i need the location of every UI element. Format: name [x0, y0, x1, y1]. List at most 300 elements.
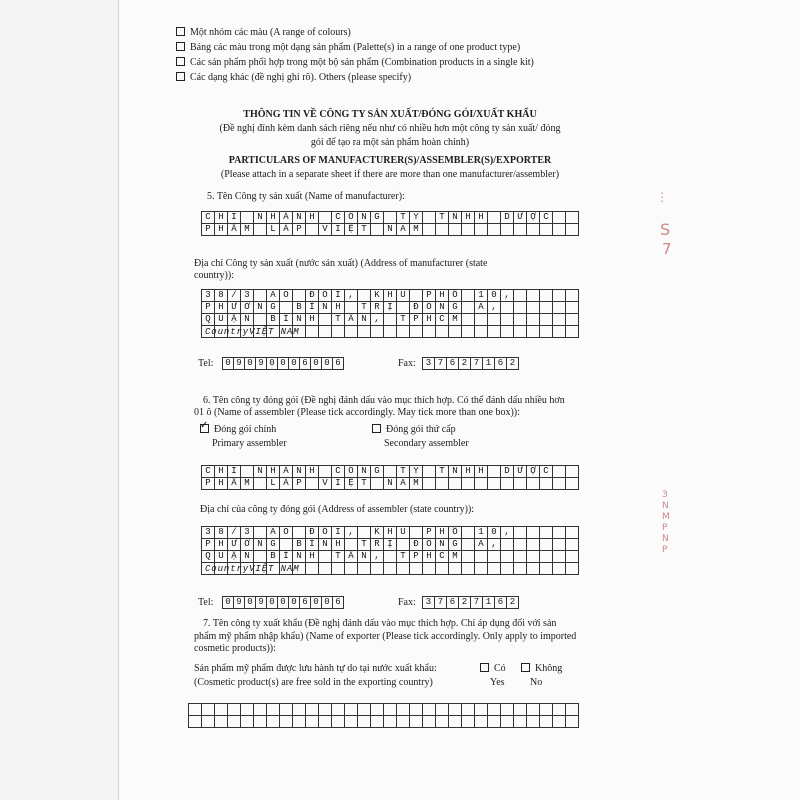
char-box[interactable]: [436, 704, 449, 716]
char-box[interactable]: T: [358, 224, 371, 236]
char-box[interactable]: [501, 563, 514, 575]
char-box[interactable]: A: [475, 302, 488, 314]
char-box[interactable]: [293, 716, 306, 728]
char-box[interactable]: N: [254, 539, 267, 551]
char-box[interactable]: [241, 716, 254, 728]
char-box[interactable]: [397, 704, 410, 716]
option-palettes[interactable]: Bảng các màu trong một dạng sản phẩm (Palette(s) in a range of one product type): [176, 42, 520, 53]
char-box[interactable]: /: [228, 527, 241, 539]
char-box[interactable]: M: [410, 478, 423, 490]
char-box[interactable]: [215, 716, 228, 728]
char-box[interactable]: C: [540, 466, 553, 478]
char-box[interactable]: C: [202, 212, 215, 224]
char-box[interactable]: [566, 466, 579, 478]
char-box[interactable]: V: [319, 478, 332, 490]
char-box[interactable]: [384, 716, 397, 728]
char-box[interactable]: [254, 563, 267, 575]
char-box[interactable]: [384, 704, 397, 716]
char-box[interactable]: Ì: [306, 539, 319, 551]
char-box[interactable]: 0: [488, 290, 501, 302]
char-box[interactable]: Á: [280, 224, 293, 236]
assembler-tel-grid[interactable]: [222, 596, 344, 609]
char-box[interactable]: [345, 302, 358, 314]
char-box[interactable]: [475, 314, 488, 326]
char-box[interactable]: [410, 704, 423, 716]
char-box[interactable]: [267, 716, 280, 728]
char-box[interactable]: [332, 716, 345, 728]
char-box[interactable]: N: [436, 539, 449, 551]
char-box[interactable]: N: [293, 212, 306, 224]
char-box[interactable]: V: [319, 224, 332, 236]
char-box[interactable]: P: [202, 539, 215, 551]
char-box[interactable]: [462, 314, 475, 326]
char-box[interactable]: [202, 563, 215, 575]
option-no[interactable]: Không: [521, 663, 562, 674]
char-box[interactable]: [527, 563, 540, 575]
char-box[interactable]: [449, 478, 462, 490]
char-box[interactable]: [540, 302, 553, 314]
char-box[interactable]: [475, 704, 488, 716]
option-range-colours[interactable]: Một nhóm các màu (A range of colours): [176, 27, 351, 38]
char-box[interactable]: 0: [267, 597, 278, 609]
char-box[interactable]: [501, 716, 514, 728]
char-box[interactable]: [228, 326, 241, 338]
char-box[interactable]: [501, 224, 514, 236]
char-box[interactable]: Q: [202, 551, 215, 563]
char-box[interactable]: [540, 704, 553, 716]
char-box[interactable]: [514, 704, 527, 716]
char-box[interactable]: 0: [322, 597, 333, 609]
char-box[interactable]: [462, 704, 475, 716]
char-box[interactable]: [540, 478, 553, 490]
char-box[interactable]: [228, 704, 241, 716]
char-box[interactable]: [397, 539, 410, 551]
char-box[interactable]: [202, 704, 215, 716]
char-box[interactable]: [475, 326, 488, 338]
char-box[interactable]: N: [319, 539, 332, 551]
char-box[interactable]: U: [215, 551, 228, 563]
char-box[interactable]: ,: [488, 539, 501, 551]
char-box[interactable]: [371, 563, 384, 575]
char-box[interactable]: [514, 527, 527, 539]
char-box[interactable]: [280, 326, 293, 338]
char-box[interactable]: G: [267, 302, 280, 314]
char-box[interactable]: [241, 563, 254, 575]
char-box[interactable]: [540, 551, 553, 563]
char-box[interactable]: H: [306, 466, 319, 478]
char-box[interactable]: 6: [495, 358, 507, 370]
char-box[interactable]: H: [267, 212, 280, 224]
char-box[interactable]: 6: [333, 597, 344, 609]
char-box[interactable]: P: [423, 527, 436, 539]
char-box[interactable]: Ô: [345, 212, 358, 224]
char-box[interactable]: 3: [202, 290, 215, 302]
char-box[interactable]: T: [397, 551, 410, 563]
char-box[interactable]: Đ: [306, 290, 319, 302]
char-box[interactable]: [488, 224, 501, 236]
char-box[interactable]: [280, 563, 293, 575]
char-box[interactable]: A: [475, 539, 488, 551]
primary-assembler-option[interactable]: ✓Đóng gói chính: [200, 424, 276, 435]
char-box[interactable]: Ố: [449, 290, 462, 302]
char-box[interactable]: G: [449, 302, 462, 314]
char-box[interactable]: [293, 563, 306, 575]
char-box[interactable]: I: [228, 212, 241, 224]
char-box[interactable]: M: [410, 224, 423, 236]
char-box[interactable]: N: [358, 212, 371, 224]
char-box[interactable]: [228, 563, 241, 575]
char-box[interactable]: [371, 704, 384, 716]
char-box[interactable]: [189, 716, 202, 728]
char-box[interactable]: [241, 466, 254, 478]
char-box[interactable]: [514, 314, 527, 326]
char-box[interactable]: Á: [280, 466, 293, 478]
char-box[interactable]: [202, 716, 215, 728]
char-box[interactable]: Ô: [319, 527, 332, 539]
char-box[interactable]: [254, 527, 267, 539]
char-box[interactable]: [514, 563, 527, 575]
char-box[interactable]: [540, 527, 553, 539]
checkbox-icon[interactable]: [176, 72, 185, 81]
char-box[interactable]: [553, 478, 566, 490]
char-box[interactable]: I: [332, 527, 345, 539]
char-box[interactable]: N: [254, 212, 267, 224]
char-box[interactable]: T: [332, 551, 345, 563]
char-box[interactable]: 0: [223, 597, 234, 609]
char-box[interactable]: [371, 478, 384, 490]
char-box[interactable]: 3: [202, 527, 215, 539]
char-box[interactable]: [306, 224, 319, 236]
char-box[interactable]: M: [449, 314, 462, 326]
char-box[interactable]: [319, 704, 332, 716]
char-box[interactable]: 6: [447, 597, 459, 609]
char-box[interactable]: [540, 326, 553, 338]
char-box[interactable]: 9: [256, 597, 267, 609]
char-box[interactable]: [280, 704, 293, 716]
char-box[interactable]: Ư: [228, 302, 241, 314]
char-box[interactable]: [553, 290, 566, 302]
char-box[interactable]: [436, 563, 449, 575]
char-box[interactable]: Ị: [384, 539, 397, 551]
char-box[interactable]: I: [332, 290, 345, 302]
char-box[interactable]: [254, 551, 267, 563]
char-box[interactable]: Ư: [228, 539, 241, 551]
char-box[interactable]: [332, 704, 345, 716]
exporter-name-grid[interactable]: [188, 703, 579, 728]
char-box[interactable]: [527, 716, 540, 728]
char-box[interactable]: N: [254, 302, 267, 314]
char-box[interactable]: [514, 551, 527, 563]
char-box[interactable]: H: [436, 527, 449, 539]
char-box[interactable]: [371, 326, 384, 338]
char-box[interactable]: [423, 716, 436, 728]
char-box[interactable]: 6: [300, 597, 311, 609]
char-box[interactable]: Ậ: [228, 314, 241, 326]
char-box[interactable]: [553, 704, 566, 716]
char-box[interactable]: B: [267, 314, 280, 326]
char-box[interactable]: [540, 290, 553, 302]
char-box[interactable]: [436, 224, 449, 236]
char-box[interactable]: [488, 478, 501, 490]
char-box[interactable]: K: [371, 290, 384, 302]
char-box[interactable]: 1: [483, 597, 495, 609]
char-box[interactable]: [488, 314, 501, 326]
char-box[interactable]: Ì: [280, 314, 293, 326]
char-box[interactable]: D: [501, 212, 514, 224]
char-box[interactable]: [527, 326, 540, 338]
char-box[interactable]: [397, 716, 410, 728]
char-box[interactable]: [319, 326, 332, 338]
char-box[interactable]: [462, 290, 475, 302]
char-box[interactable]: [501, 302, 514, 314]
char-box[interactable]: A: [267, 290, 280, 302]
char-box[interactable]: [527, 478, 540, 490]
char-box[interactable]: [384, 551, 397, 563]
char-box[interactable]: O: [280, 290, 293, 302]
char-box[interactable]: Ô: [423, 302, 436, 314]
char-box[interactable]: [566, 716, 579, 728]
char-box[interactable]: N: [241, 314, 254, 326]
char-box[interactable]: [358, 290, 371, 302]
char-box[interactable]: P: [423, 290, 436, 302]
char-box[interactable]: [410, 326, 423, 338]
char-box[interactable]: [410, 290, 423, 302]
char-box[interactable]: [553, 551, 566, 563]
assembler-address-grid[interactable]: [201, 526, 579, 575]
char-box[interactable]: [553, 326, 566, 338]
option-yes[interactable]: Có: [480, 663, 506, 674]
char-box[interactable]: Ợ: [527, 466, 540, 478]
char-box[interactable]: [241, 326, 254, 338]
char-box[interactable]: Ị: [384, 302, 397, 314]
char-box[interactable]: [267, 704, 280, 716]
char-box[interactable]: 7: [435, 597, 447, 609]
char-box[interactable]: Ô: [345, 466, 358, 478]
char-box[interactable]: ,: [501, 290, 514, 302]
char-box[interactable]: [397, 563, 410, 575]
char-box[interactable]: Ì: [306, 302, 319, 314]
char-box[interactable]: [514, 224, 527, 236]
char-box[interactable]: [423, 704, 436, 716]
char-box[interactable]: [527, 224, 540, 236]
char-box[interactable]: [345, 704, 358, 716]
char-box[interactable]: [384, 326, 397, 338]
char-box[interactable]: B: [267, 551, 280, 563]
char-box[interactable]: R: [371, 539, 384, 551]
char-box[interactable]: M: [241, 478, 254, 490]
char-box[interactable]: T: [358, 302, 371, 314]
char-box[interactable]: [358, 326, 371, 338]
char-box[interactable]: [553, 527, 566, 539]
char-box[interactable]: 6: [333, 358, 344, 370]
char-box[interactable]: [410, 716, 423, 728]
char-box[interactable]: H: [423, 314, 436, 326]
char-box[interactable]: [423, 466, 436, 478]
char-box[interactable]: [449, 716, 462, 728]
char-box[interactable]: [254, 290, 267, 302]
char-box[interactable]: [449, 224, 462, 236]
char-box[interactable]: 0: [311, 597, 322, 609]
char-box[interactable]: [241, 212, 254, 224]
char-box[interactable]: [462, 302, 475, 314]
char-box[interactable]: [488, 326, 501, 338]
char-box[interactable]: [566, 563, 579, 575]
char-box[interactable]: [566, 539, 579, 551]
char-box[interactable]: 1: [483, 358, 495, 370]
char-box[interactable]: P: [202, 224, 215, 236]
char-box[interactable]: [436, 478, 449, 490]
char-box[interactable]: T: [397, 212, 410, 224]
char-box[interactable]: G: [371, 212, 384, 224]
assembler-name-grid[interactable]: [201, 465, 579, 490]
checkbox-icon[interactable]: [176, 57, 185, 66]
char-box[interactable]: H: [384, 527, 397, 539]
char-box[interactable]: 9: [234, 597, 245, 609]
char-box[interactable]: [280, 302, 293, 314]
char-box[interactable]: [566, 704, 579, 716]
char-box[interactable]: Ố: [449, 527, 462, 539]
char-box[interactable]: B: [293, 302, 306, 314]
char-box[interactable]: 0: [311, 358, 322, 370]
char-box[interactable]: D: [501, 466, 514, 478]
char-box[interactable]: 0: [223, 358, 234, 370]
char-box[interactable]: [384, 212, 397, 224]
char-box[interactable]: /: [228, 290, 241, 302]
char-box[interactable]: 7: [471, 358, 483, 370]
char-box[interactable]: [254, 314, 267, 326]
char-box[interactable]: [475, 478, 488, 490]
char-box[interactable]: C: [436, 314, 449, 326]
char-box[interactable]: 0: [278, 597, 289, 609]
char-box[interactable]: [566, 302, 579, 314]
char-box[interactable]: H: [306, 212, 319, 224]
char-box[interactable]: [423, 224, 436, 236]
char-box[interactable]: H: [215, 478, 228, 490]
char-box[interactable]: 1: [475, 290, 488, 302]
char-box[interactable]: [358, 704, 371, 716]
char-box[interactable]: [527, 527, 540, 539]
char-box[interactable]: Ư: [514, 466, 527, 478]
char-box[interactable]: [306, 478, 319, 490]
char-box[interactable]: [566, 527, 579, 539]
char-box[interactable]: Â: [345, 551, 358, 563]
char-box[interactable]: Đ: [410, 539, 423, 551]
char-box[interactable]: N: [293, 551, 306, 563]
char-box[interactable]: N: [293, 314, 306, 326]
char-box[interactable]: [345, 326, 358, 338]
char-box[interactable]: [384, 563, 397, 575]
char-box[interactable]: [566, 212, 579, 224]
char-box[interactable]: G: [371, 466, 384, 478]
checkbox-icon[interactable]: [521, 663, 530, 672]
char-box[interactable]: [566, 478, 579, 490]
char-box[interactable]: [215, 704, 228, 716]
char-box[interactable]: [228, 716, 241, 728]
char-box[interactable]: 3: [241, 527, 254, 539]
char-box[interactable]: [540, 716, 553, 728]
char-box[interactable]: [501, 326, 514, 338]
char-box[interactable]: A: [267, 527, 280, 539]
char-box[interactable]: [280, 539, 293, 551]
char-box[interactable]: [488, 551, 501, 563]
option-others[interactable]: Các dạng khác (đề nghị ghi rõ). Others (please specify): [176, 72, 411, 83]
char-box[interactable]: H: [384, 290, 397, 302]
char-box[interactable]: Ợ: [527, 212, 540, 224]
char-box[interactable]: 0: [245, 597, 256, 609]
char-box[interactable]: H: [462, 466, 475, 478]
char-box[interactable]: Ẩ: [228, 478, 241, 490]
char-box[interactable]: N: [436, 302, 449, 314]
char-box[interactable]: [566, 224, 579, 236]
char-box[interactable]: Ệ: [345, 224, 358, 236]
char-box[interactable]: I: [332, 478, 345, 490]
char-box[interactable]: [475, 551, 488, 563]
char-box[interactable]: 2: [507, 597, 519, 609]
char-box[interactable]: [319, 551, 332, 563]
char-box[interactable]: Ệ: [345, 478, 358, 490]
char-box[interactable]: P: [293, 478, 306, 490]
char-box[interactable]: U: [397, 290, 410, 302]
char-box[interactable]: [319, 212, 332, 224]
char-box[interactable]: T: [436, 466, 449, 478]
char-box[interactable]: N: [384, 478, 397, 490]
char-box[interactable]: [566, 551, 579, 563]
char-box[interactable]: [280, 716, 293, 728]
char-box[interactable]: [462, 478, 475, 490]
char-box[interactable]: [345, 563, 358, 575]
char-box[interactable]: [566, 290, 579, 302]
char-box[interactable]: C: [202, 466, 215, 478]
manufacturer-address-grid[interactable]: [201, 289, 579, 338]
char-box[interactable]: [267, 326, 280, 338]
char-box[interactable]: U: [215, 314, 228, 326]
char-box[interactable]: [449, 563, 462, 575]
checkbox-icon[interactable]: [176, 27, 185, 36]
char-box[interactable]: [501, 314, 514, 326]
char-box[interactable]: G: [267, 539, 280, 551]
char-box[interactable]: [462, 527, 475, 539]
char-box[interactable]: [527, 551, 540, 563]
char-box[interactable]: Ờ: [241, 302, 254, 314]
char-box[interactable]: Ư: [514, 212, 527, 224]
char-box[interactable]: [293, 290, 306, 302]
char-box[interactable]: H: [306, 314, 319, 326]
char-box[interactable]: [267, 563, 280, 575]
char-box[interactable]: T: [397, 314, 410, 326]
char-box[interactable]: A: [397, 478, 410, 490]
char-box[interactable]: [332, 326, 345, 338]
char-box[interactable]: H: [215, 302, 228, 314]
char-box[interactable]: [527, 539, 540, 551]
char-box[interactable]: 2: [507, 358, 519, 370]
char-box[interactable]: Ô: [423, 539, 436, 551]
char-box[interactable]: [306, 563, 319, 575]
char-box[interactable]: P: [202, 478, 215, 490]
char-box[interactable]: C: [332, 212, 345, 224]
char-box[interactable]: [462, 539, 475, 551]
char-box[interactable]: H: [215, 466, 228, 478]
char-box[interactable]: H: [215, 224, 228, 236]
char-box[interactable]: 8: [215, 290, 228, 302]
char-box[interactable]: P: [410, 314, 423, 326]
char-box[interactable]: [462, 551, 475, 563]
char-box[interactable]: [540, 314, 553, 326]
char-box[interactable]: [488, 716, 501, 728]
char-box[interactable]: [553, 716, 566, 728]
char-box[interactable]: [319, 314, 332, 326]
char-box[interactable]: 7: [435, 358, 447, 370]
char-box[interactable]: Ậ: [228, 551, 241, 563]
